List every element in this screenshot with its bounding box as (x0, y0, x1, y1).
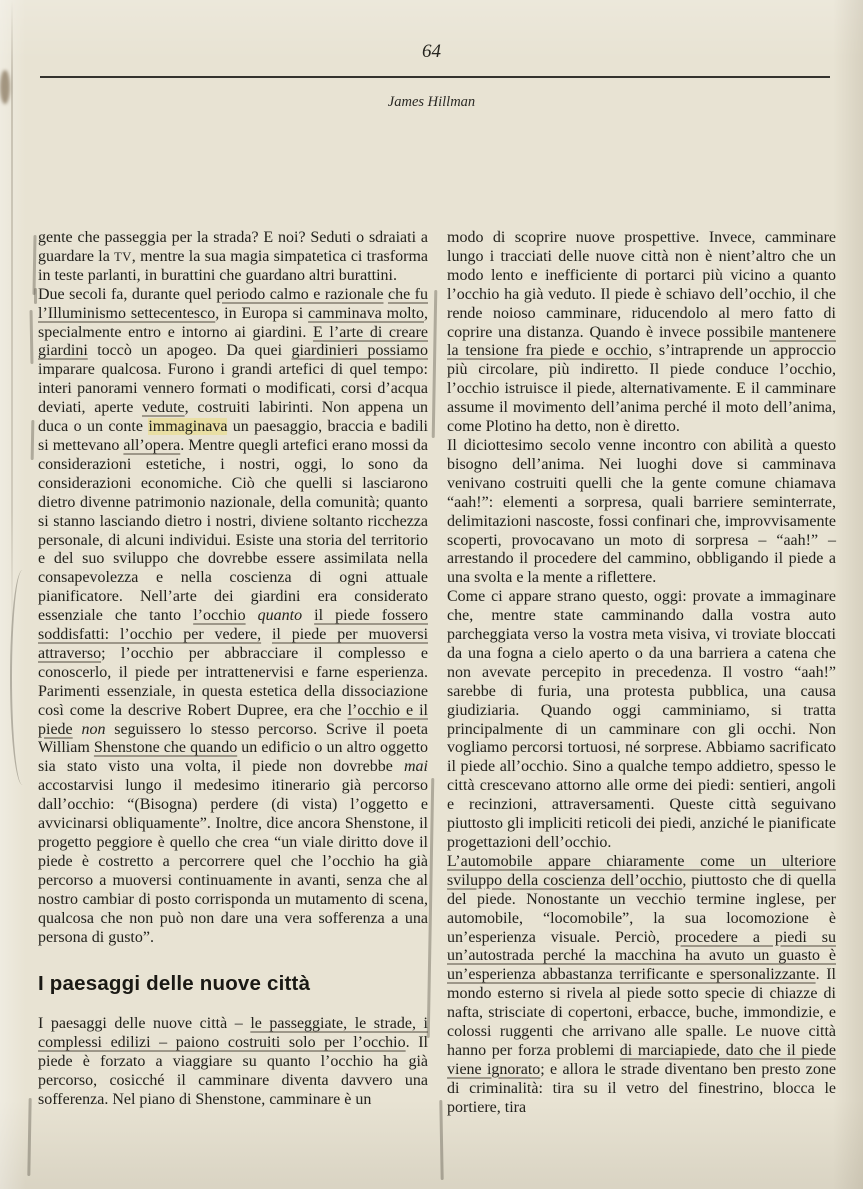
pencil-margin-mark (27, 1098, 31, 1176)
pencil-margin-mark (30, 310, 34, 364)
small-caps-text: TV (114, 249, 132, 264)
paragraph: Due secoli fa, durante quel periodo calmo e razionale che fu l’Illuminismo settecentesco, in Europa si camminava molto, specialmente entro e intorno ai giardini. E l’arte di creare giardini toccò un apogeo. Da quei giardinieri possiamo imparare qualcosa. Furono i grandi artefici di quel tempo: interi panorami vennero formati o modificati, corsi d’acqua deviati, aperte vedute, costruiti labirinti. Non appena un duca o un conte immaginava un paesaggio, braccia e badili si mettevano all’opera. Mentre quegli artefici erano mossi da considerazioni estetiche, i nostri, oggi, lo sono da considerazioni economiche. Ciò che quelli si lasciarono dietro divenne patrimonio nazionale, della comunità; quanto si stanno lasciando dietro i nostri, diviene soltanto ricchezza personale, di alcuni individui. Esiste una storia del territorio e del suo sviluppo che dovrebbe essere assimilata nella consapevolezza e nella coscienza di ogni attuale pianificatore. Nell’arte dei giardini era considerato essenziale che tanto l’occhio quanto il piede fossero soddisfatti: l’occhio per vedere, il piede per muoversi attraverso; l’occhio per abbracciare il complesso e conoscerlo, il piede per intrattenervisi e farne esperienza. Parimenti essenziale, in questa estetica della dissociazione così come la descrive Robert Dupree, era che l’occhio e il piede non seguissero lo stesso percorso. Scrive il poeta William Shenstone che quando un edificio o un altro oggetto sia stato visto una volta, il piede non dovrebbe mai accostarvisi lungo il medesimo itinerario già percorso dall’occhio: “(Bisogna) perdere (di vista) l’oggetto e avvicinarsi obliquamente”. Inoltre, dice ancora Shenstone, il progetto peggiore è quello che crea “un viale diritto dove il piede è costretto a percorrere quel che l’occhio ha già percorso a muoversi continuamente in avanti, senza che al nostro cambiar di posto corrisponda un mutamento di scena, qualcosa che non può non dare una vera sofferenza a una persona di gusto”. (38, 285, 429, 946)
header-rule (40, 76, 830, 78)
italic-text: quanto (257, 607, 303, 625)
paragraph: L’automobile appare chiaramente come un ulteriore sviluppo della coscienza dell’occhio, piuttosto che di quella del piede. Nonostante un vecchio termine inglese, per automobile, “locomobile”, la sua locomozione è un’esperienza visuale. Perciò, procedere a piedi su un’autostrada perché la macchina ha avuto un guasto è un’esperienza abbastanza terrificante e spersonalizzante. Il mondo esterno si rivela al piede sotto specie di chiazze di nafta, strisciate di copertoni, erbacce, buche, immondizie, e colossi ruggenti che arrivano alle spalle. Le nuove città hanno per forza problemi di marciapiede, dato che il piede viene ignorato; e allora le strade diventano ben presto zone di criminalità: tira su il vetro del finestrino, blocca le portiere, tira (447, 852, 837, 1116)
pencil-underlined-text: L’automobile appare chiaramente come un ulteriore sviluppo della coscienza dell’occhio (447, 852, 836, 889)
pencil-margin-mark (32, 235, 36, 295)
page-number: 64 (422, 41, 441, 62)
pencil-underlined-text: di marciapiede, dato che il piede viene ignorato (447, 1041, 837, 1078)
italic-text: non (81, 720, 106, 738)
paragraph: Il diciottesimo secolo venne incontro con abilità a questo bisogno dell’anima. Nei luoghi dove si camminava venivano costruiti quelli che la gente comune chiamava “aah!”: elementi a sorpresa, quali barriere seminterrate, delimitazioni nascoste, fossi confinari che, improvvisamente scoperti, provocavano un moto di sorpresa – “aah!” – arrestando il procedere del cammino, obbligando il piede a una svolta e la mente a riflettere. (447, 436, 836, 587)
paragraph: gente che passeggia per la strada? E noi? Seduti o sdraiati a guardare la TV, mentre la sua magia simpatetica ci trasforma in teste parlanti, in burattini che guardano altri burattini. (38, 229, 428, 284)
pencil-underlined-text: l’occhio (193, 607, 246, 625)
pencil-underlined-text: il piede fossero soddisfatti: l’occhio per vedere, (38, 607, 428, 644)
paragraph: Come ci appare strano questo, oggi: provate a immaginare che, mentre state camminando dalla vostra auto parcheggiata verso la vostra meta visiva, vi troviate bloccati da una fogna a cielo aperto o da una barriera a catena che non avevate percepito in precedenza. Il vostro “aah!” sarebbe di furia, una protesta pubblica, una causa giudiziaria. Quando oggi camminiamo, si tratta principalmente di un camminare con gli occhi. Non vogliamo percorsi tortuosi, né sorprese. Abbiamo sacrificato il piede all’occhio. Sino a qualche tempo addietro, spesso le città crescevano attorno alle orme dei piedi: sentieri, angoli e recinzioni, attraversamenti. Queste città seguivano piuttosto gli impliciti reticoli dei piedi, anziché le pianificate progettazioni dell’occhio. (447, 588, 836, 851)
pencil-margin-mark (439, 1100, 443, 1180)
pencil-underlined-text: camminava molto (308, 304, 424, 322)
pencil-underlined-text: che fu l’Illuminismo settecentesco (38, 285, 428, 322)
pencil-underlined-text: Shenstone che quando (93, 739, 238, 757)
left-column (38, 229, 428, 1110)
author-name: James Hillman (387, 94, 476, 110)
section-heading: I paesaggi delle nuove città (38, 972, 311, 996)
paragraph: modo di scoprire nuove prospettive. Invece, camminare lungo i tracciati delle nuove città non è nient’altro che un modo lento e inefficiente di portarci più vicino a quanto l’occhio ha già veduto. Il piede è schiavo dell’occhio, il che rende noioso camminare, riducendolo al mero fatto di coprire una distanza. Quando è invece possibile mantenere la tensione fra piede e occhio, s’intraprende un approccio più circolare, più indiretto. Il piede conduce l’occhio, l’occhio istruisce il piede, alternativamente. E il camminare assume il movimento dell’anima perché il moto dell’anima, come Plotino ha detto, non è diretto. (447, 229, 836, 436)
paragraph: I paesaggi delle nuove città – le passeggiate, le strade, i complessi edilizi – paiono costruiti solo per l’occhio. Il piede è forzato a viaggiare su quanto l’occhio ha già percorso, cosicché il camminare diventa davvero una sofferenza. Nel piano di Shenstone, camminare è un (38, 1015, 429, 1109)
pencil-underlined-text: le passeggiate, le strade, i complessi edilizi – paiono costruiti solo per l’occhio (38, 1015, 428, 1052)
pencil-underlined-text: giardinieri possiamo (291, 342, 428, 360)
pencil-underlined-text: procedere a piedi su un’autostrada perché la macchina ha avuto un guasto è un’esperienza abbastanza terrificante e spersonalizzante (447, 928, 836, 984)
pencil-underlined-text: il piede per muoversi attraverso (38, 626, 429, 662)
pencil-margin-mark (34, 288, 37, 304)
italic-text: mai (404, 758, 428, 776)
pencil-underlined-text: all’opera (123, 436, 181, 454)
right-column (447, 229, 836, 1118)
pencil-underlined-text: vedute (141, 399, 185, 417)
pencil-underlined-text: l’occhio e il piede (38, 701, 428, 738)
pencil-margin-mark (31, 420, 35, 460)
highlighted-text: immaginava (148, 418, 228, 436)
pencil-underlined-text: periodo calmo e razionale (216, 285, 384, 303)
pencil-underlined-text: E l’arte di creare giardini (38, 323, 428, 360)
pencil-underlined-text: mantenere la tensione fra piede e occhio (447, 323, 836, 360)
pencil-margin-mark (432, 290, 438, 438)
